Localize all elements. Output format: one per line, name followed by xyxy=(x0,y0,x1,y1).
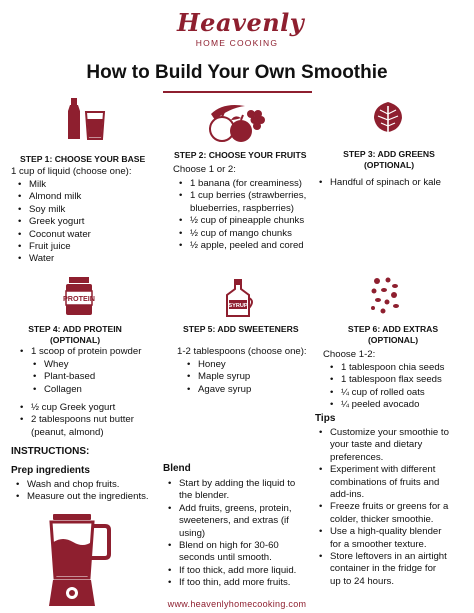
list-item: • Use a high-quality blender for a smoother texture. xyxy=(316,526,449,551)
list-item: • Soy milk xyxy=(15,204,91,216)
step6-list xyxy=(327,362,444,412)
jar-label: PROTEIN xyxy=(63,294,95,303)
brand-logo: Heavenly xyxy=(177,8,305,37)
list-item: • Water xyxy=(15,253,91,265)
list-item: • Plant-based xyxy=(17,371,95,383)
footer-url[interactable]: www.heavenlyhomecooking.com xyxy=(167,599,307,609)
step5-list xyxy=(184,359,251,396)
list-item: • Handful of spinach or kale xyxy=(316,177,441,189)
bottle-glass-icon xyxy=(62,96,108,142)
list-item: • Wash and chop fruits. xyxy=(13,479,149,491)
list-item: • Collagen xyxy=(17,384,95,396)
blend-heading: Blend xyxy=(163,463,191,474)
step1-list xyxy=(15,179,91,266)
seeds-icon xyxy=(368,275,402,315)
instructions-heading: INSTRUCTIONS: xyxy=(11,446,90,457)
list-item: • Experiment with different combinations of fruits and add-ins. xyxy=(316,464,449,501)
list-item: • ½ cup of mango chunks xyxy=(176,228,306,240)
step4-heading: STEP 4: ADD PROTEIN (OPTIONAL) xyxy=(28,324,122,345)
tips-heading: Tips xyxy=(315,413,336,424)
list-item: • Store leftovers in an airtight container in the fridge for up to 24 hours. xyxy=(316,551,449,588)
step5-intro: 1-2 tablespoons (choose one): xyxy=(177,346,307,357)
list-item: • Start by adding the liquid to the blender. xyxy=(165,478,296,503)
step2-heading: STEP 2: CHOOSE YOUR FRUITS xyxy=(174,150,307,160)
bottle-label: SYRUP xyxy=(228,303,248,309)
title-underline xyxy=(163,91,312,93)
list-item: • Add fruits, greens, protein, sweeteners, and extras (if using) xyxy=(165,503,296,540)
list-item: • 1 cup berries (strawberries, blueberries, raspberries) xyxy=(176,190,306,215)
step6-intro: Choose 1-2: xyxy=(323,349,376,360)
list-item: • 1 scoop of protein powder xyxy=(17,346,141,358)
step6-heading: STEP 6: ADD EXTRAS (OPTIONAL) xyxy=(347,324,439,345)
list-item: • Honey xyxy=(184,359,251,371)
step4-list xyxy=(17,346,141,358)
fruits-icon xyxy=(205,100,269,144)
prep-list xyxy=(13,479,149,504)
blender-icon xyxy=(39,512,115,608)
list-item: • ½ apple, peeled and cored xyxy=(176,240,306,252)
step4-list-more xyxy=(17,402,134,439)
list-item: • ½ cup Greek yogurt xyxy=(17,402,134,414)
list-item: • Measure out the ingredients. xyxy=(13,491,149,503)
list-item: • If too thick, add more liquid. xyxy=(165,565,296,577)
list-item: • Maple syrup xyxy=(184,371,251,383)
list-item: • Fruit juice xyxy=(15,241,91,253)
list-item: • 1 banana (for creaminess) xyxy=(176,178,306,190)
protein-jar-icon xyxy=(63,276,95,316)
tips-list xyxy=(316,427,449,588)
list-item: • 2 tablespoons nut butter (peanut, almond) xyxy=(17,414,134,439)
list-item: • Almond milk xyxy=(15,191,91,203)
page-title: How to Build Your Own Smoothie xyxy=(86,62,388,83)
step2-list xyxy=(176,178,306,252)
list-item: • Blend on high for 30-60 seconds until smooth. xyxy=(165,540,296,565)
step3-heading: STEP 3: ADD GREENS (OPTIONAL) xyxy=(343,149,435,170)
list-item: • ¼ peeled avocado xyxy=(327,399,444,411)
step5-heading: STEP 5: ADD SWEETENERS xyxy=(183,324,299,334)
list-item: • Freeze fruits or greens for a colder, thicker smoothie. xyxy=(316,501,449,526)
list-item: • ½ cup of pineapple chunks xyxy=(176,215,306,227)
list-item: • 1 tablespoon flax seeds xyxy=(327,374,444,386)
step1-intro: 1 cup of liquid (choose one): xyxy=(11,166,132,177)
step2-intro: Choose 1 or 2: xyxy=(173,164,236,175)
blend-list xyxy=(165,478,296,590)
prep-heading: Prep ingredients xyxy=(11,465,90,476)
step4-sublist xyxy=(17,359,95,396)
list-item: • Coconut water xyxy=(15,229,91,241)
list-item: • Agave syrup xyxy=(184,384,251,396)
list-item: • Milk xyxy=(15,179,91,191)
syrup-bottle-icon xyxy=(221,278,255,318)
leaf-icon xyxy=(370,98,406,138)
step3-list xyxy=(316,177,441,189)
list-item: • ¼ cup of rolled oats xyxy=(327,387,444,399)
list-item: • Customize your smoothie to your taste and dietary preferences. xyxy=(316,427,449,464)
step1-heading: STEP 1: CHOOSE YOUR BASE xyxy=(20,154,146,164)
list-item: • 1 tablespoon chia seeds xyxy=(327,362,444,374)
list-item: • Greek yogurt xyxy=(15,216,91,228)
list-item: • Whey xyxy=(17,359,95,371)
brand-subtitle: HOME COOKING xyxy=(195,38,279,48)
list-item: • If too thin, add more fruits. xyxy=(165,577,296,589)
